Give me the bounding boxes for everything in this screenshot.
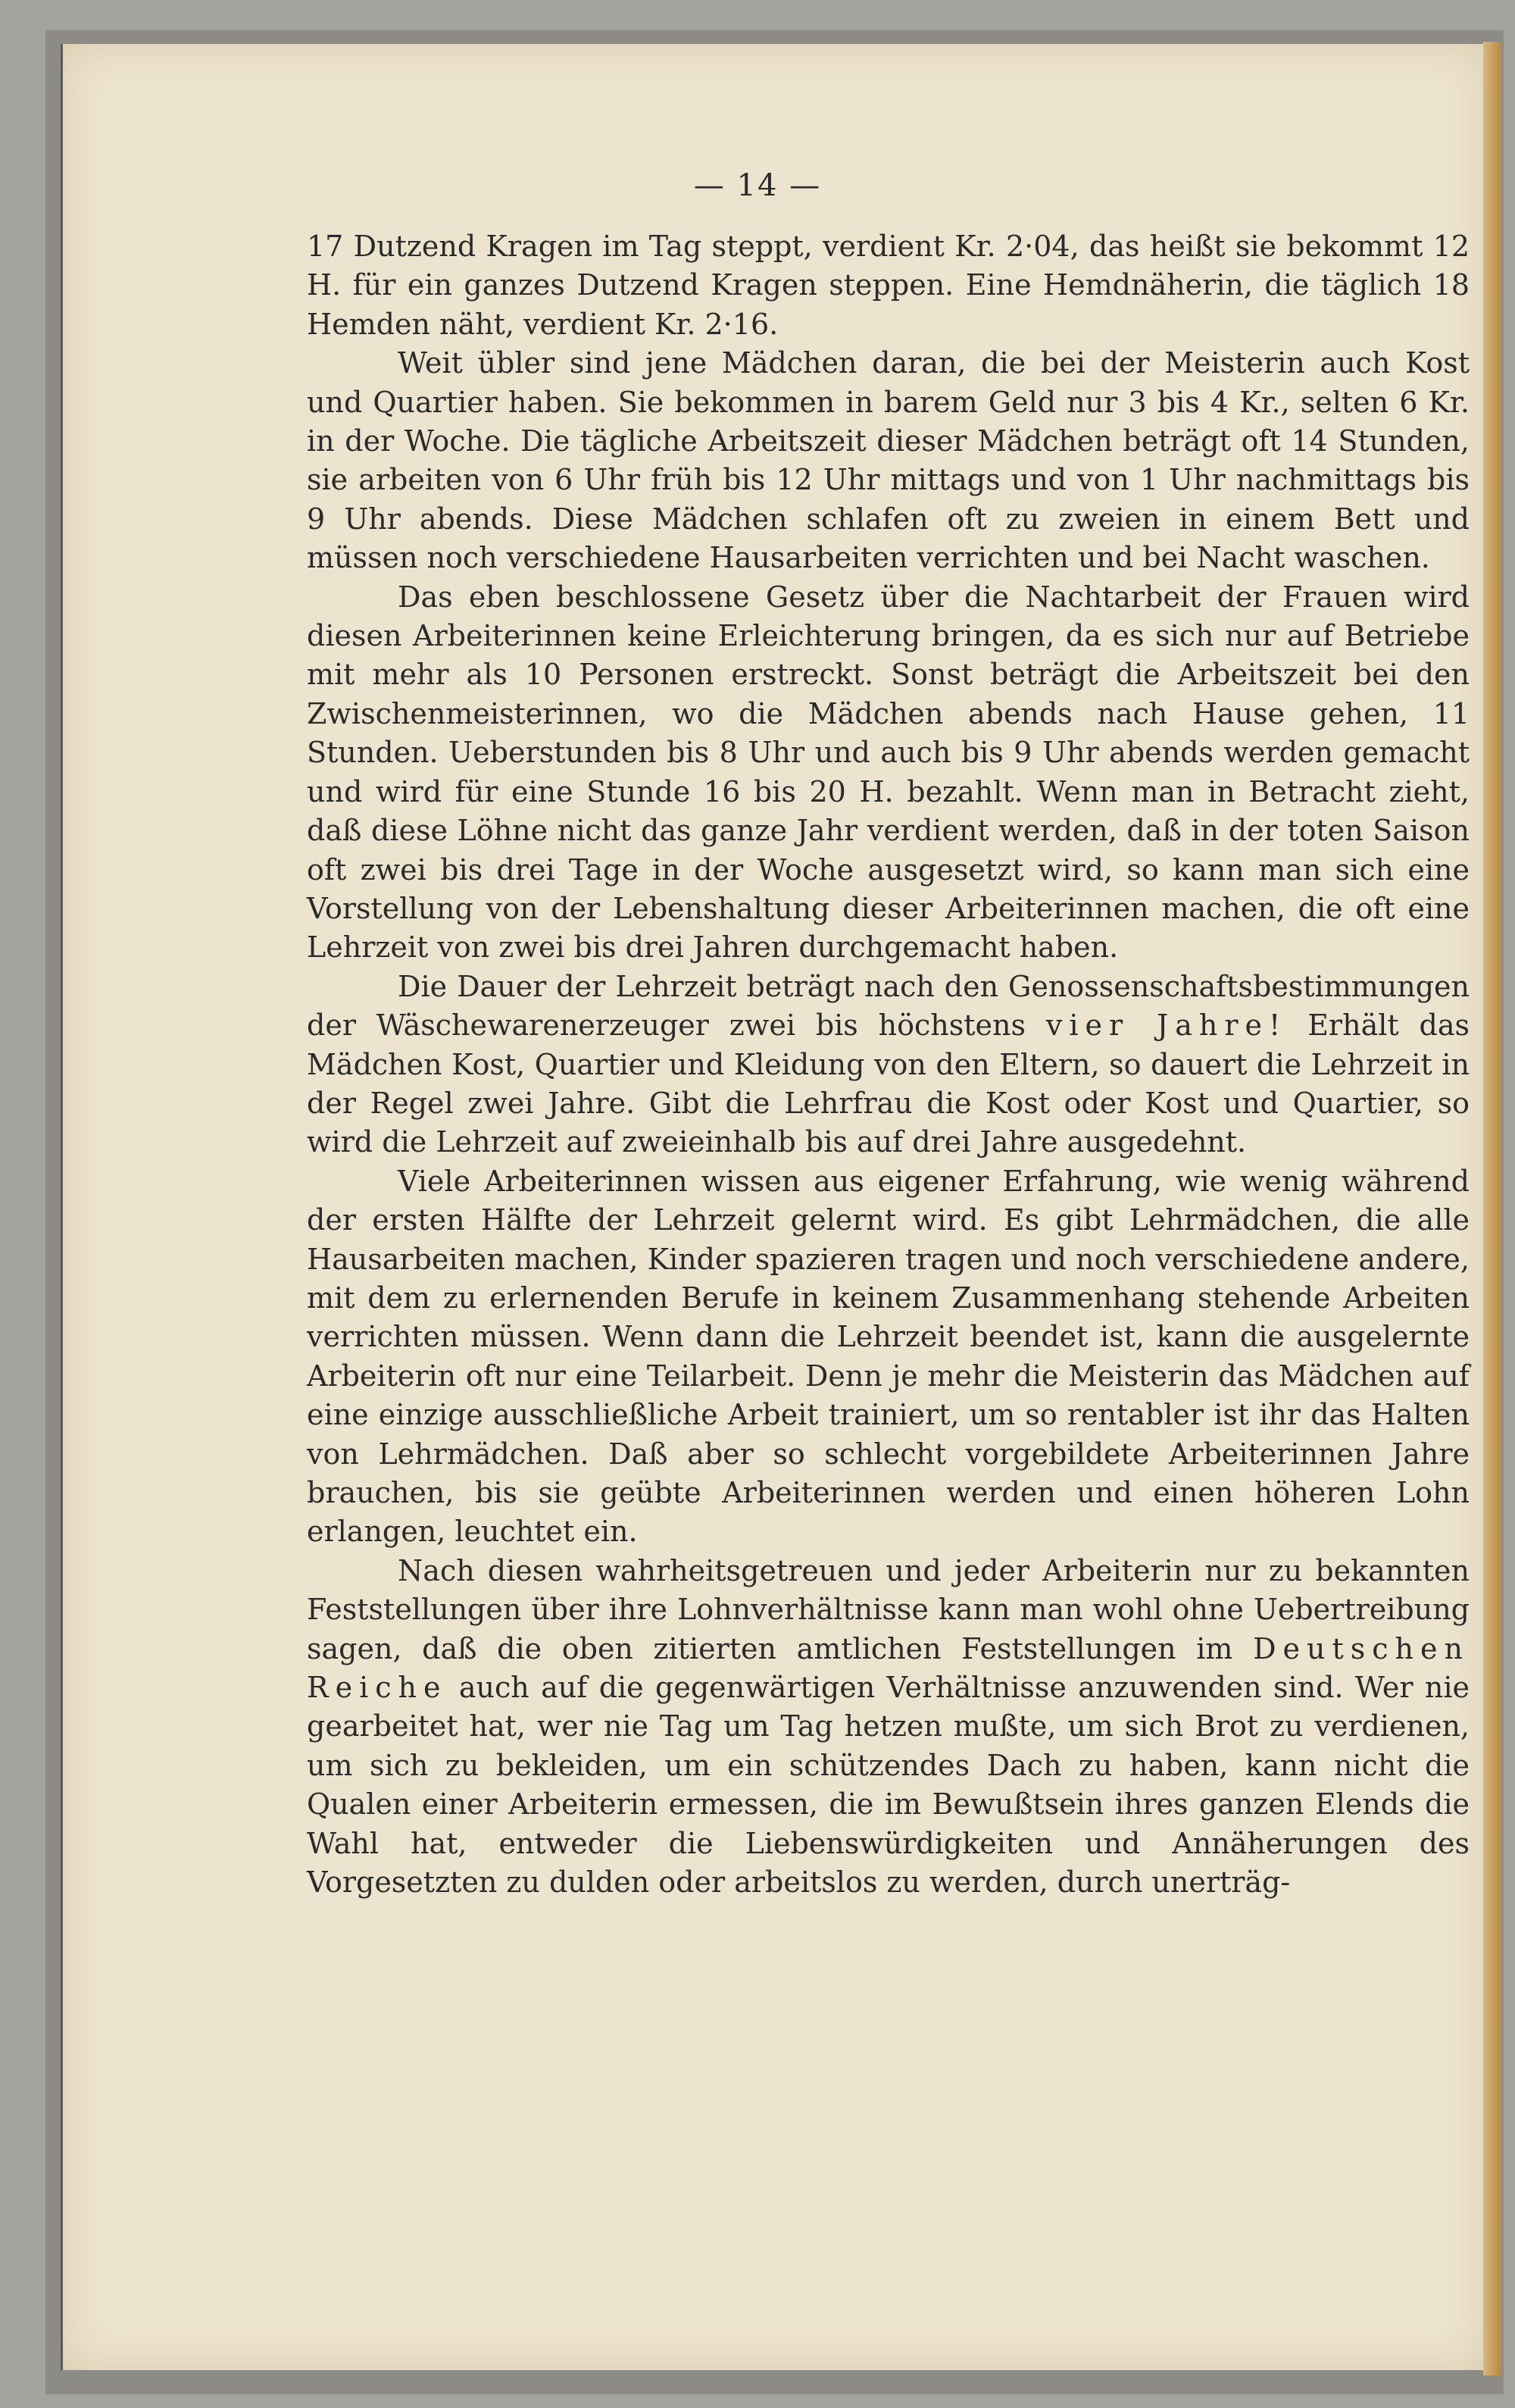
paragraph-text: auch auf die gegenwärtigen Verhältnisse anzuwenden sind. Wer nie gearbeitet hat, wer nie Tag um Tag hetzen mußte, um sich Brot zu verdienen, um sich zu bekleiden, um ein schützendes Dach zu haben, kann nicht die Qualen einer Arbeiterin ermessen, die im Bewußtsein ihres ganzen Elends die Wahl hat, entweder die Liebenswürdigkeiten und Annäherungen des Vorgesetzten zu dulden oder arbeitslos zu werden, durch unerträg- <box>307 1671 1470 1900</box>
page-edge <box>1483 42 1501 2375</box>
paragraph: Das eben beschlossene Gesetz über die Nachtarbeit der Frauen wird diesen Arbeiterinnen keine Erleichterung bringen, da es sich nur auf Betriebe mit mehr als 10 Personen erstreckt. Sonst beträgt die Arbeitszeit bei den Zwischenmeisterinnen, wo die Mädchen abends nach Hause gehen, 11 Stunden. Ueberstunden bis 8 Uhr und auch bis 9 Uhr abends werden gemacht und wird für eine Stunde 16 bis 20 H. bezahlt. Wenn man in Betracht zieht, daß diese Löhne nicht das ganze Jahr verdient werden, daß in der toten Saison oft zwei bis drei Tage in der Woche ausgesetzt wird, so kann man sich eine Vorstellung von der Lebenshaltung dieser Arbeiterinnen machen, die oft eine Lehrzeit von zwei bis drei Jahren durchgemacht haben. <box>307 580 1470 965</box>
emphasized-text: Deutschen Reiche <box>307 1631 1470 1705</box>
page-number: — 14 — <box>693 168 822 203</box>
paragraph: Viele Arbeiterinnen wissen aus eigener Erfahrung, wie wenig während der ersten Hälfte der Lehrzeit gelernt wird. Es gibt Lehrmädchen, die alle Hausarbeiten machen, Kinder spazieren tragen und noch verschiedene andere, mit dem zu erlernenden Berufe in keinem Zusammenhang stehende Arbeiten verrichten müssen. Wenn dann die Lehrzeit beendet ist, kann die ausgelernte Arbeiterin oft nur eine Teilarbeit. Denn je mehr die Meisterin das Mädchen auf eine einzige ausschließliche Arbeit trainiert, um so rentabler ist ihr das Halten von Lehrmädchen. Daß aber so schlecht vorgebildete Arbeiterinnen Jahre brauchen, bis sie geübte Arbeiterinnen werden und einen höheren Lohn erlangen, leuchtet ein. <box>307 1164 1470 1549</box>
paragraph <box>307 1552 1470 1903</box>
paragraph-text: Nach diesen wahrheitsgetreuen und jeder Arbeiterin nur zu bekannten Feststellungen über ihre Lohnverhältnisse kann man wohl ohne Uebertreibung sagen, daß die oben zitierten amtlichen Feststellungen im <box>307 1553 1470 1665</box>
paragraph-text: Erhält das Mädchen Kost, Quartier und Kleidung von den Eltern, so dauert die Lehrzeit in der Regel zwei Jahre. Gibt die Lehrfrau die Kost oder Kost und Quartier, so wird die Lehrzeit auf zweieinhalb bis auf drei Jahre ausgedehnt. <box>307 1009 1470 1159</box>
paragraph <box>307 968 1470 1162</box>
paragraph: 17 Dutzend Kragen im Tag steppt, verdient Kr. 2·04, das heißt sie bekommt 12 H. für ein ganzes Dutzend Kragen steppen. Eine Hemdnäherin, die täglich 18 Hemden näht, verdient Kr. 2·16. <box>307 230 1470 341</box>
emphasized-text: vier Jahre! <box>1045 1009 1288 1043</box>
body-text <box>307 227 1470 1902</box>
paragraph: Weit übler sind jene Mädchen daran, die bei der Meisterin auch Kost und Quartier haben. Sie bekommen in barem Geld nur 3 bis 4 Kr., selten 6 Kr. in der Woche. Die tägliche Arbeitszeit dieser Mädchen beträgt oft 14 Stunden, sie arbeiten von 6 Uhr früh bis 12 Uhr mittags und von 1 Uhr nachmittags bis 9 Uhr abends. Diese Mädchen schlafen oft zu zweien in einem Bett und müssen noch verschiedene Hausarbeiten verrichten und bei Nacht waschen. <box>307 346 1470 575</box>
paragraph-text: Die Dauer der Lehrzeit beträgt nach den Genossenschaftsbestimmungen der Wäschewarenerzeuger zwei bis höchstens <box>307 969 1470 1043</box>
